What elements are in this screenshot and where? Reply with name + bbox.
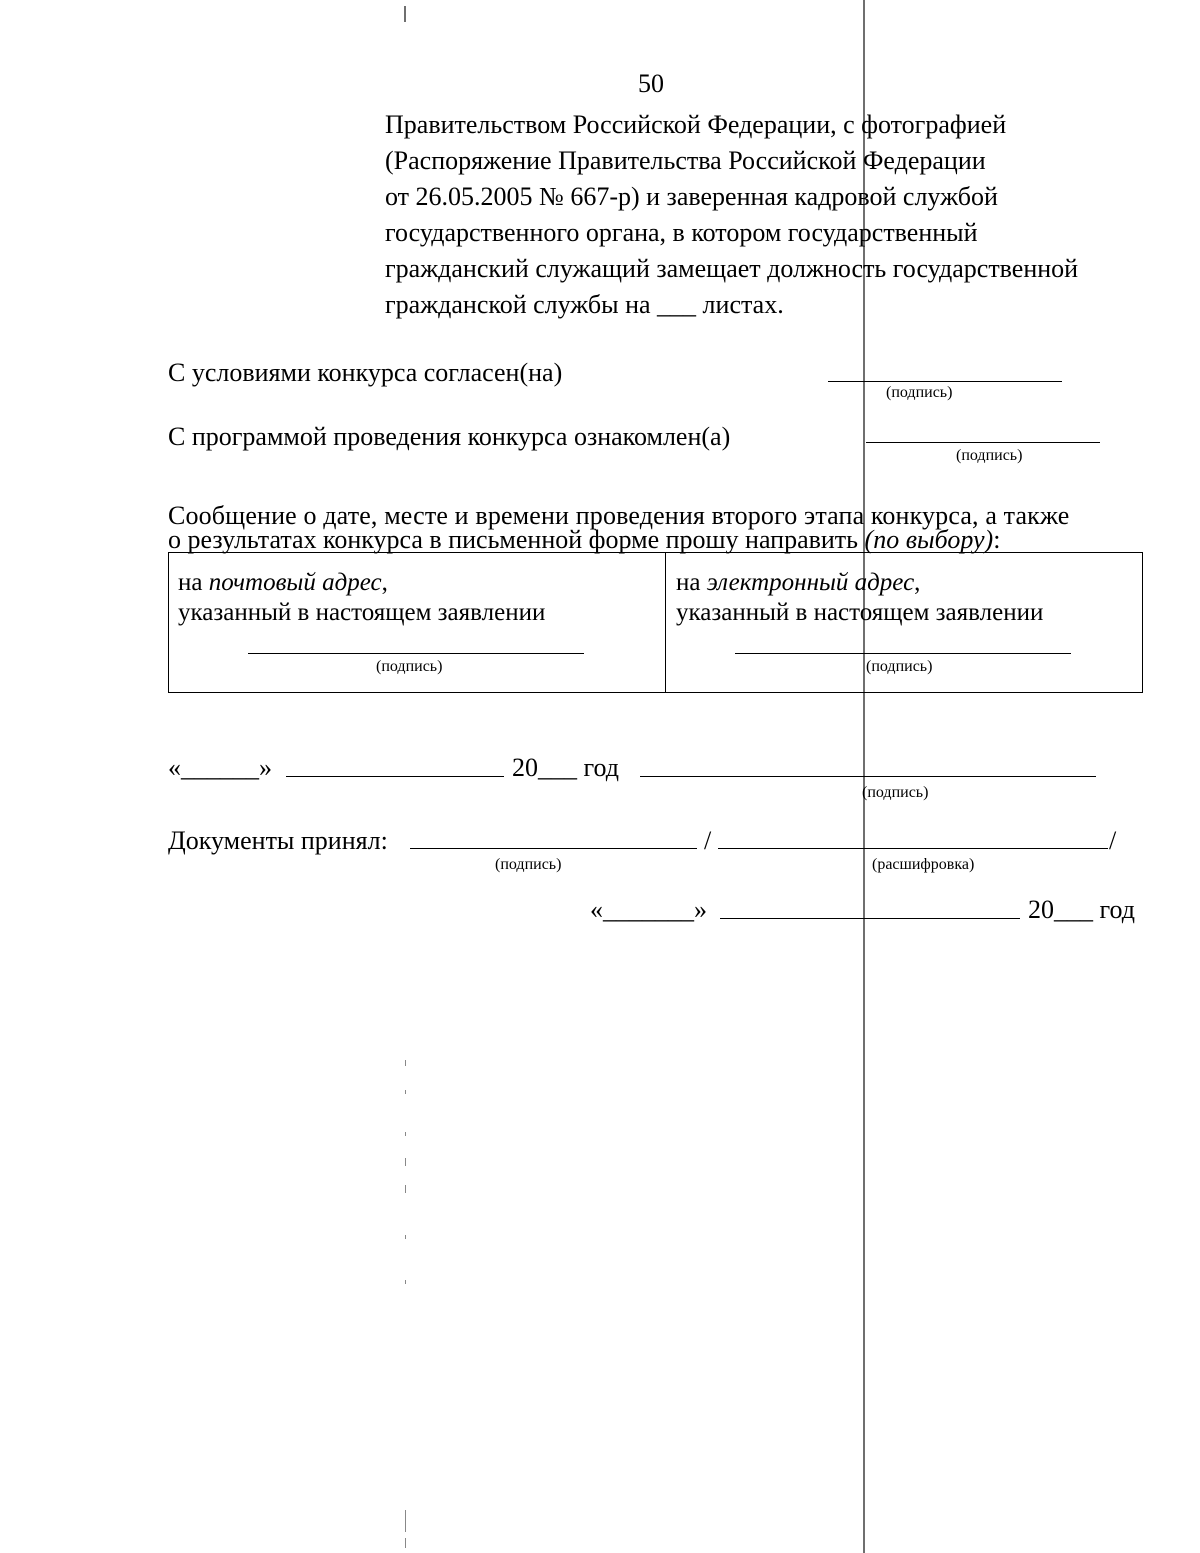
option-email[interactable]	[676, 568, 1043, 628]
scan-artifact-dot	[405, 1538, 406, 1548]
intro-line: от 26.05.2005 № 667-р) и заверенная кадровой службой	[385, 182, 998, 211]
final-date-year-field[interactable]: 20___ год	[1028, 895, 1135, 924]
date-year-field[interactable]: 20___ год	[512, 753, 619, 782]
message-line-2-choice: (по выбору)	[864, 525, 994, 554]
signature-line-program[interactable]	[866, 442, 1100, 443]
signature-caption: (подпись)	[862, 784, 929, 801]
slash: /	[1109, 826, 1117, 855]
accepted-signature-line[interactable]	[410, 848, 697, 849]
scan-artifact-tick	[404, 6, 406, 22]
intro-line: гражданской службы на ___ листах.	[385, 290, 784, 319]
message-line-1: Сообщение о дате, месте и времени проведения второго этапа конкурса, а также	[168, 501, 1070, 530]
agree-conditions-label: С условиями конкурса согласен(на)	[168, 358, 563, 387]
option-postal-title: почтовый адрес	[208, 569, 382, 596]
signature-caption: (подпись)	[495, 856, 562, 873]
scan-artifact-dot	[405, 1235, 406, 1239]
signature-line-conditions[interactable]	[828, 381, 1062, 382]
signature-caption: (подпись)	[866, 658, 933, 675]
signature-caption: (подпись)	[376, 658, 443, 675]
signature-line-postal[interactable]	[248, 653, 584, 654]
slash: /	[704, 826, 712, 855]
agree-program-label: С программой проведения конкурса ознакомлен(а)	[168, 422, 731, 451]
date-month-field[interactable]	[286, 776, 504, 777]
intro-line: Правительством Российской Федерации, с фотографией	[385, 110, 1007, 139]
option-email-desc: указанный в настоящем заявлении	[676, 599, 1044, 626]
scan-artifact-dot	[405, 1090, 406, 1094]
intro-line: (Распоряжение Правительства Российской Федерации	[385, 146, 986, 175]
date-day-field[interactable]: «______»	[168, 753, 272, 782]
final-date-day-field[interactable]: «_______»	[590, 895, 707, 924]
scan-artifact-dot	[405, 1185, 406, 1193]
table-divider	[665, 552, 666, 693]
option-postal-prefix: на	[178, 569, 209, 596]
intro-paragraph	[385, 107, 1078, 323]
option-postal-suffix: ,	[381, 569, 388, 596]
message-line-2-colon: :	[993, 525, 1001, 554]
page-number: 50	[638, 69, 664, 98]
scan-artifact-dot	[405, 1510, 406, 1532]
message-line-2-text: о результатах конкурса в письменной форме прошу направить	[168, 525, 865, 554]
accepted-decode-line[interactable]	[718, 848, 1108, 849]
signature-line-email[interactable]	[735, 653, 1071, 654]
intro-line: государственного органа, в котором государственный	[385, 218, 978, 247]
intro-line: гражданский служащий замещает должность государственной	[385, 254, 1079, 283]
scan-artifact-dot	[405, 1060, 406, 1066]
scan-artifact-dot	[405, 1280, 406, 1284]
accepted-label: Документы принял:	[168, 826, 388, 855]
signature-caption: (подпись)	[886, 384, 953, 401]
signature-caption: (подпись)	[956, 447, 1023, 464]
option-postal[interactable]	[178, 568, 545, 628]
signature-line-applicant[interactable]	[640, 776, 1096, 777]
scan-artifact-dot	[405, 1158, 406, 1166]
scan-artifact-dot	[405, 1132, 406, 1136]
option-email-title: электронный адрес	[706, 569, 915, 596]
option-email-prefix: на	[676, 569, 707, 596]
option-email-suffix: ,	[914, 569, 921, 596]
option-postal-desc: указанный в настоящем заявлении	[178, 599, 546, 626]
final-date-month-field[interactable]	[720, 918, 1020, 919]
decode-caption: (расшифровка)	[872, 856, 975, 873]
